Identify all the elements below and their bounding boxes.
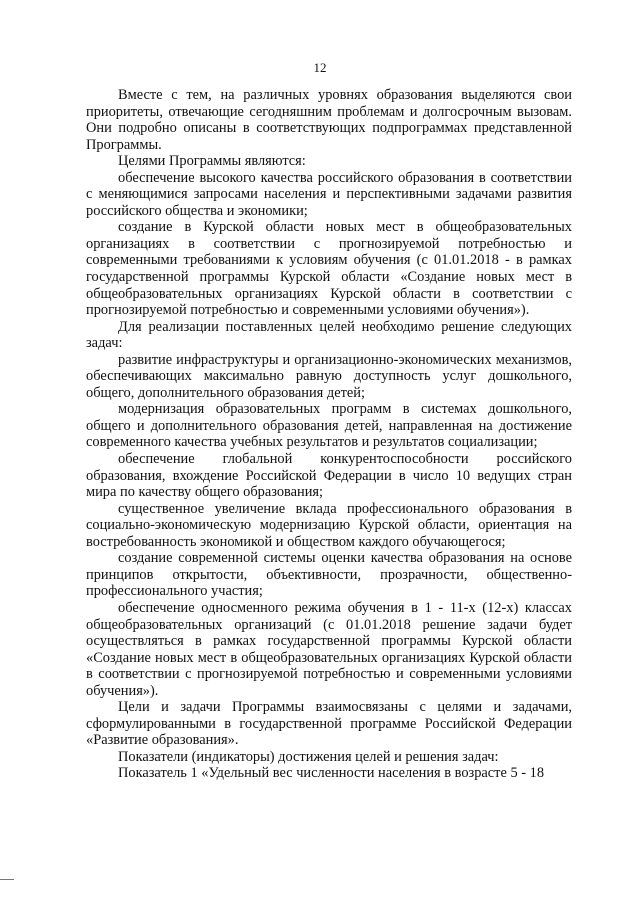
paragraph-intro: Вместе с тем, на различных уровнях образования выделяются свои приоритеты, отвечающие сегодняшним проблемам и долгосрочным вызовам. Они подробно описаны в соответствующих подпрограммах представленной Программы. bbox=[86, 87, 572, 153]
paragraph-relationship: Цели и задачи Программы взаимосвязаны с целями и задачами, сформулированными в государственной программе Российской Федерации «Развитие образования». bbox=[86, 699, 572, 749]
document-body bbox=[86, 87, 572, 782]
paragraph-task-6: обеспечение односменного режима обучения в 1 - 11-х (12-х) классах общеобразовательных организаций (с 01.01.2018 решение задачи будет осуществляться в рамках государственной программы Курской области «Создание новых мест в общеобразовательных организациях Курской области в соответствии с прогнозируемой потребностью и современными условиями обучения»). bbox=[86, 599, 572, 699]
paragraph-task-1: развитие инфраструктуры и организационно-экономических механизмов, обеспечивающих максимально равную доступность услуг дошкольного, общего, дополнительного образования детей; bbox=[86, 351, 572, 401]
paragraph-task-3: обеспечение глобальной конкурентоспособности российского образования, вхождение Российской Федерации в число 10 ведущих стран мира по качеству общего образования; bbox=[86, 451, 572, 501]
page-edge-mark bbox=[0, 879, 14, 880]
page-number: 12 bbox=[313, 60, 327, 75]
paragraph-goal-1: обеспечение высокого качества российского образования в соответствии с меняющимися запросами населения и перспективными задачами развития российского общества и экономики; bbox=[86, 169, 572, 219]
paragraph-task-4: существенное увеличение вклада профессионального образования в социально-экономическую модернизацию Курской области, ориентация на востребованность экономикой и обществом каждого обучающегося; bbox=[86, 500, 572, 550]
paragraph-indicator-1: Показатель 1 «Удельный вес численности населения в возрасте 5 - 18 bbox=[118, 765, 545, 782]
paragraph-goal-2: создание в Курской области новых мест в общеобразовательных организациях в соответствии с прогнозируемой потребностью и современными требованиями к условиям обучения (с 01.01.2018 - в рамках государственной программы Курской области «Создание новых мест в общеобразовательных организациях Курской области в соответствии с прогнозируемой потребностью и современными условиями обучения»). bbox=[86, 219, 572, 319]
paragraph-tasks-heading: Для реализации поставленных целей необходимо решение следующих задач: bbox=[86, 318, 572, 352]
paragraph-task-2: модернизация образовательных программ в системах дошкольного, общего и дополнительного образования детей, направленная на достижение современного качества учебных результатов и результатов социализации; bbox=[86, 401, 572, 451]
paragraph-goals-heading: Целями Программы являются: bbox=[118, 153, 306, 170]
paragraph-task-5: создание современной системы оценки качества образования на основе принципов открытости, объективности, прозрачности, общественно-профессионального участия; bbox=[86, 550, 572, 600]
paragraph-indicators-heading: Показатели (индикаторы) достижения целей и решения задач: bbox=[118, 748, 499, 765]
